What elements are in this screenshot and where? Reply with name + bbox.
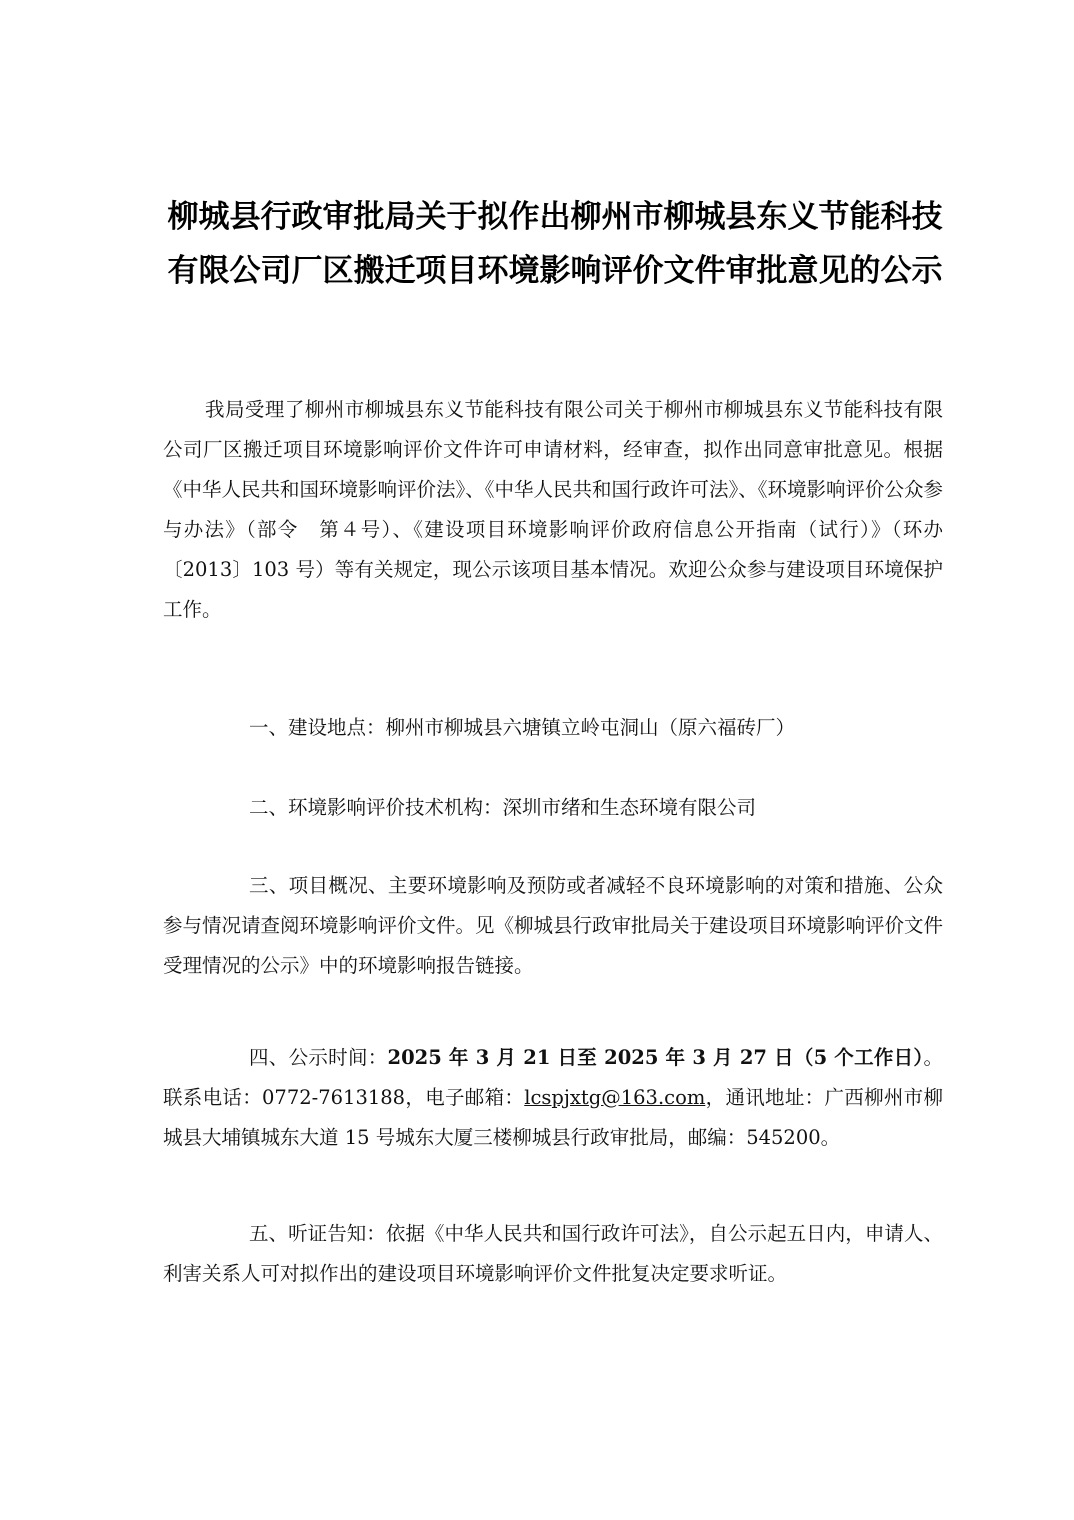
eia-agency-paragraph: 二、环境影响评价技术机构：深圳市绪和生态环境有限公司 xyxy=(249,796,757,819)
document-title: 柳城县行政审批局关于拟作出柳州市柳城县东义节能科技有限公司厂区搬迁项目环境影响评价文件审批意见的公示 xyxy=(167,199,943,289)
notice-period-paragraph xyxy=(163,1038,943,1158)
intro-paragraph: 我局受理了柳州市柳城县东义节能科技有限公司关于柳州市柳城县东义节能科技有限公司厂区搬迁项目环境影响评价文件许可申请材料，经审查，拟作出同意审批意见。根据《中华人民共和国环境影响评价法》、《中华人民共和国行政许可法》、《环境影响评价公众参与办法》（部令 第４号）、《建设项目环境影响评价政府信息公开指南（试行）》（环办〔2013〕103 号）等有关规定，现公示该项目基本情况。欢迎公众参与建设项目环境保护工作。 xyxy=(163,398,944,621)
notice-period-prefix: 四、公示时间： xyxy=(249,1046,388,1069)
project-overview-paragraph: 三、项目概况、主要环境影响及预防或者减轻不良环境影响的对策和措施、公众参与情况请查阅环境影响评价文件。见《柳城县行政审批局关于建设项目环境影响评价文件受理情况的公示》中的环境影响报告链接。 xyxy=(163,874,944,977)
email-link[interactable]: lcspjxtg@163.com xyxy=(524,1086,706,1109)
notice-period-dates: 2025 年 3 月 21 日至 2025 年 3 月 27 日（5 个工作日） xyxy=(387,1046,924,1069)
contact-phone-text: 。联系电话：0772-7613188，电子邮箱： xyxy=(163,1046,943,1109)
contact-address-text: ，通讯地址：广西柳州市柳城县大埔镇城东大道 15 号城东大厦三楼柳城县行政审批局，邮编：545200。 xyxy=(163,1086,943,1149)
construction-location-paragraph: 一、建设地点：柳州市柳城县六塘镇立岭屯洞山（原六福砖厂） xyxy=(249,716,796,739)
hearing-notice-paragraph: 五、听证告知：依据《中华人民共和国行政许可法》，自公示起五日内，申请人、利害关系人可对拟作出的建设项目环境影响评价文件批复决定要求听证。 xyxy=(163,1222,943,1285)
